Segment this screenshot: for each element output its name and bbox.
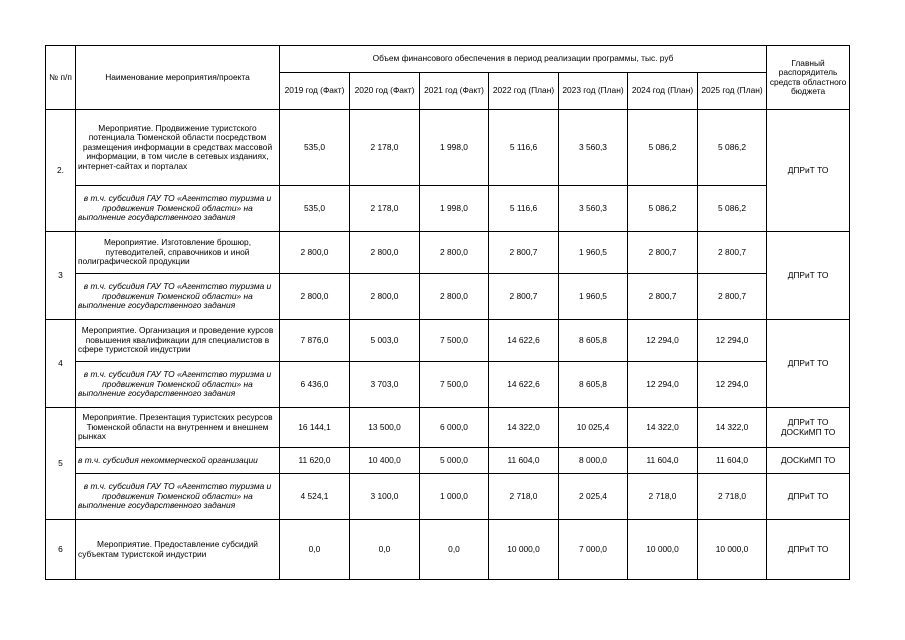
amount-cell: 0,0 bbox=[350, 520, 420, 580]
amount-cell: 2 800,0 bbox=[420, 274, 489, 320]
amount-cell: 16 144,1 bbox=[280, 408, 350, 448]
amount-cell: 1 000,0 bbox=[420, 474, 489, 520]
amount-cell: 5 116,6 bbox=[489, 110, 559, 186]
amount-cell: 7 876,0 bbox=[280, 320, 350, 362]
amount-cell: 3 703,0 bbox=[350, 362, 420, 408]
row-number: 4 bbox=[46, 320, 76, 408]
row-number: 6 bbox=[46, 520, 76, 580]
amount-cell: 1 960,5 bbox=[559, 232, 628, 274]
amount-cell: 7 500,0 bbox=[420, 320, 489, 362]
amount-cell: 8 000,0 bbox=[559, 448, 628, 474]
amount-cell: 0,0 bbox=[420, 520, 489, 580]
table-row bbox=[46, 186, 850, 232]
header-year: 2020 год (Факт) bbox=[350, 73, 420, 110]
amount-cell: 5 116,6 bbox=[489, 186, 559, 232]
owner-cell: ДПРиТ ТО ДОСКиМП ТО bbox=[767, 408, 850, 448]
amount-cell: 11 604,0 bbox=[489, 448, 559, 474]
amount-cell: 10 000,0 bbox=[489, 520, 559, 580]
amount-cell: 0,0 bbox=[280, 520, 350, 580]
activity-name: Мероприятие. Организация и проведение курсов повышения квалификации для специалистов в сфере туристской индустрии bbox=[76, 320, 280, 362]
amount-cell: 10 000,0 bbox=[628, 520, 698, 580]
amount-cell: 2 800,0 bbox=[350, 274, 420, 320]
table-row bbox=[46, 520, 850, 580]
table-row bbox=[46, 232, 850, 274]
amount-cell: 2 800,7 bbox=[489, 232, 559, 274]
amount-cell: 5 003,0 bbox=[350, 320, 420, 362]
header-year: 2025 год (План) bbox=[698, 73, 767, 110]
amount-cell: 2 800,7 bbox=[698, 232, 767, 274]
header-name: Наименование мероприятия/проекта bbox=[76, 46, 280, 110]
amount-cell: 14 622,6 bbox=[489, 362, 559, 408]
amount-cell: 11 604,0 bbox=[698, 448, 767, 474]
amount-cell: 7 000,0 bbox=[559, 520, 628, 580]
amount-cell: 4 524,1 bbox=[280, 474, 350, 520]
activity-name: Мероприятие. Продвижение туристского потенциала Тюменской области посредством размещения информации в средствах массовой информации, в том числе в сетевых изданиях, интернет-сайтах и порталах bbox=[76, 110, 280, 186]
table-row bbox=[46, 274, 850, 320]
amount-cell: 10 025,4 bbox=[559, 408, 628, 448]
amount-cell: 14 322,0 bbox=[489, 408, 559, 448]
header-funding: Объем финансового обеспечения в период реализации программы, тыс. руб bbox=[280, 46, 767, 73]
amount-cell: 2 718,0 bbox=[489, 474, 559, 520]
amount-cell: 2 800,0 bbox=[280, 274, 350, 320]
amount-cell: 1 998,0 bbox=[420, 110, 489, 186]
amount-cell: 2 800,0 bbox=[280, 232, 350, 274]
row-number: 3 bbox=[46, 232, 76, 320]
amount-cell: 2 178,0 bbox=[350, 110, 420, 186]
amount-cell: 12 294,0 bbox=[628, 362, 698, 408]
owner-cell: ДПРиТ ТО bbox=[767, 110, 850, 232]
amount-cell: 5 086,2 bbox=[628, 110, 698, 186]
table-row bbox=[46, 408, 850, 448]
amount-cell: 535,0 bbox=[280, 110, 350, 186]
amount-cell: 14 622,6 bbox=[489, 320, 559, 362]
amount-cell: 2 800,7 bbox=[698, 274, 767, 320]
header-year: 2021 год (Факт) bbox=[420, 73, 489, 110]
funding-table bbox=[45, 45, 850, 580]
owner-cell: ДПРиТ ТО bbox=[767, 320, 850, 408]
owner-cell: ДПРиТ ТО bbox=[767, 520, 850, 580]
header-num: № п/п bbox=[46, 46, 76, 110]
owner-cell: ДПРиТ ТО bbox=[767, 232, 850, 320]
amount-cell: 2 718,0 bbox=[698, 474, 767, 520]
subitem-name: в т.ч. субсидия некоммерческой организации bbox=[76, 448, 280, 474]
amount-cell: 2 178,0 bbox=[350, 186, 420, 232]
subitem-name: в т.ч. субсидия ГАУ ТО «Агентство туризма и продвижения Тюменской области» на выполнение государственного задания bbox=[76, 274, 280, 320]
amount-cell: 1 960,5 bbox=[559, 274, 628, 320]
table-row bbox=[46, 110, 850, 186]
subitem-name: в т.ч. субсидия ГАУ ТО «Агентство туризма и продвижения Тюменской области» на выполнение государственного задания bbox=[76, 362, 280, 408]
amount-cell: 12 294,0 bbox=[628, 320, 698, 362]
row-number: 2. bbox=[46, 110, 76, 232]
amount-cell: 6 436,0 bbox=[280, 362, 350, 408]
amount-cell: 3 560,3 bbox=[559, 186, 628, 232]
amount-cell: 11 620,0 bbox=[280, 448, 350, 474]
header-year: 2022 год (План) bbox=[489, 73, 559, 110]
header-owner: Главный распорядитель средств областного бюджета bbox=[767, 46, 850, 110]
amount-cell: 535,0 bbox=[280, 186, 350, 232]
amount-cell: 8 605,8 bbox=[559, 362, 628, 408]
header-year: 2023 год (План) bbox=[559, 73, 628, 110]
amount-cell: 5 086,2 bbox=[698, 186, 767, 232]
activity-name: Мероприятие. Изготовление брошюр, путеводителей, справочников и иной полиграфической продукции bbox=[76, 232, 280, 274]
amount-cell: 2 800,0 bbox=[350, 232, 420, 274]
subitem-name: в т.ч. субсидия ГАУ ТО «Агентство туризма и продвижения Тюменской области» на выполнение государственного задания bbox=[76, 474, 280, 520]
amount-cell: 8 605,8 bbox=[559, 320, 628, 362]
amount-cell: 12 294,0 bbox=[698, 362, 767, 408]
amount-cell: 5 086,2 bbox=[628, 186, 698, 232]
amount-cell: 13 500,0 bbox=[350, 408, 420, 448]
table-row bbox=[46, 362, 850, 408]
activity-name: Мероприятие. Предоставление субсидий субъектам туристской индустрии bbox=[76, 520, 280, 580]
amount-cell: 10 000,0 bbox=[698, 520, 767, 580]
amount-cell: 3 560,3 bbox=[559, 110, 628, 186]
amount-cell: 2 718,0 bbox=[628, 474, 698, 520]
amount-cell: 14 322,0 bbox=[628, 408, 698, 448]
table-row bbox=[46, 320, 850, 362]
owner-cell: ДПРиТ ТО bbox=[767, 474, 850, 520]
amount-cell: 1 998,0 bbox=[420, 186, 489, 232]
amount-cell: 3 100,0 bbox=[350, 474, 420, 520]
table-row bbox=[46, 474, 850, 520]
amount-cell: 2 800,0 bbox=[420, 232, 489, 274]
amount-cell: 12 294,0 bbox=[698, 320, 767, 362]
header-year: 2019 год (Факт) bbox=[280, 73, 350, 110]
row-number: 5 bbox=[46, 408, 76, 520]
amount-cell: 2 025,4 bbox=[559, 474, 628, 520]
amount-cell: 11 604,0 bbox=[628, 448, 698, 474]
amount-cell: 2 800,7 bbox=[628, 232, 698, 274]
subitem-name: в т.ч. субсидия ГАУ ТО «Агентство туризма и продвижения Тюменской области» на выполнение государственного задания bbox=[76, 186, 280, 232]
amount-cell: 6 000,0 bbox=[420, 408, 489, 448]
owner-cell: ДОСКиМП ТО bbox=[767, 448, 850, 474]
amount-cell: 7 500,0 bbox=[420, 362, 489, 408]
amount-cell: 2 800,7 bbox=[489, 274, 559, 320]
table-row bbox=[46, 448, 850, 474]
amount-cell: 10 400,0 bbox=[350, 448, 420, 474]
header-year: 2024 год (План) bbox=[628, 73, 698, 110]
amount-cell: 5 000,0 bbox=[420, 448, 489, 474]
amount-cell: 2 800,7 bbox=[628, 274, 698, 320]
activity-name: Мероприятие. Презентация туристских ресурсов Тюменской области на внутреннем и внешнем рынках bbox=[76, 408, 280, 448]
amount-cell: 14 322,0 bbox=[698, 408, 767, 448]
amount-cell: 5 086,2 bbox=[698, 110, 767, 186]
